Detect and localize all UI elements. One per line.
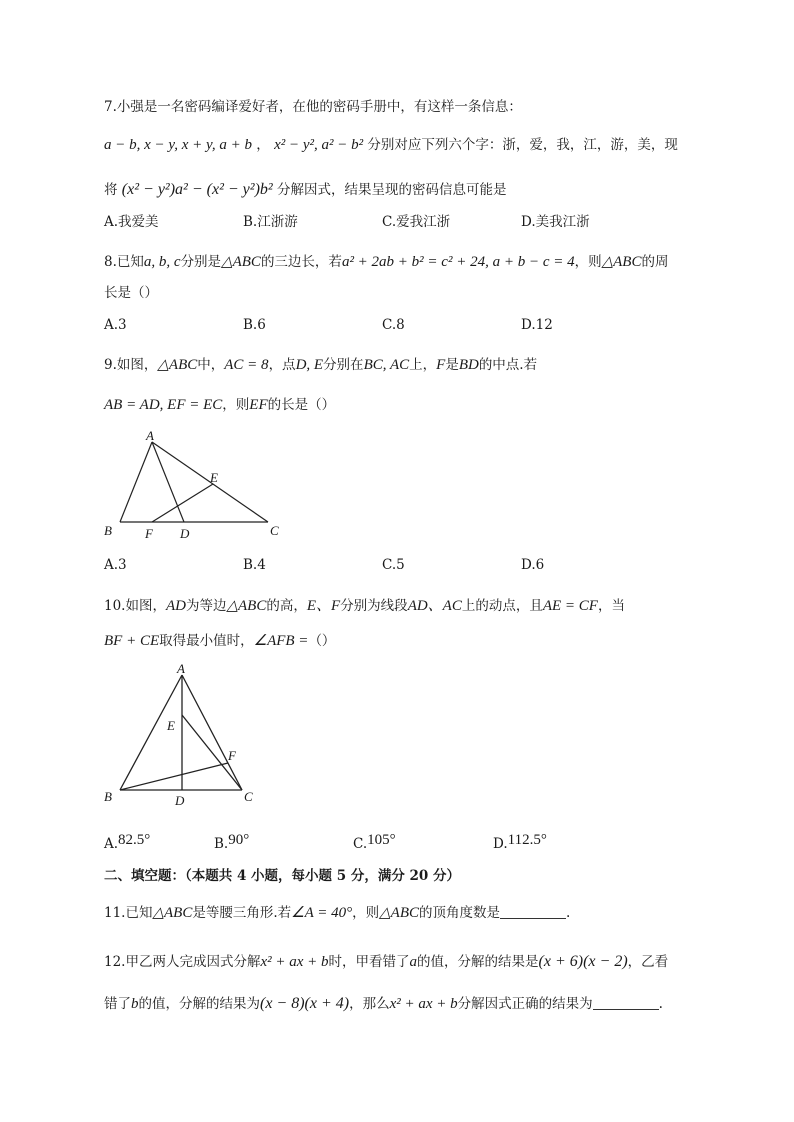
- q10-line2: BF + CE取得最小值时，∠AFB =（）: [104, 633, 336, 649]
- q9-label-c: C: [270, 523, 279, 538]
- q8-option-b: B.6: [243, 317, 266, 333]
- q9-triangle-figure: [100, 425, 300, 545]
- q9-label-a: A: [146, 428, 154, 443]
- q9-line1: 9.如图，△ABC中，AC = 8，点D, E分别在BC, AC上，F是BD的中点.若: [104, 357, 538, 373]
- q12-answer-blank[interactable]: [593, 995, 659, 1010]
- q7-expr: (x² − y²)a² − (x² − y²)b²: [121, 181, 273, 198]
- q9-option-c: C.5: [382, 557, 405, 573]
- q10-option-c: C.105°: [353, 832, 396, 852]
- q11-line: 11.已知△ABC是等腰三角形.若∠A = 40°，则△ABC的顶角度数是 .: [104, 905, 571, 921]
- q12-line1: 12.甲乙两人完成因式分解x² + ax + b时，甲看错了a的值，分解的结果是(x + 6)(x − 2)，乙看: [104, 953, 669, 970]
- q9-label-d: D: [180, 526, 190, 541]
- q9-line2: AB = AD, EF = EC，则EF的长是（）: [104, 397, 336, 413]
- section-2-title: 二、填空题：（本题共 4 小题，每小题 5 分，满分 20 分）: [104, 868, 461, 884]
- q7-option-b: B.江浙游: [243, 214, 298, 230]
- q8-condition: a² + 2ab + b² = c² + 24, a + b − c = 4: [341, 254, 575, 270]
- q9-label-b: B: [104, 523, 112, 538]
- q11-answer-blank[interactable]: [500, 904, 566, 919]
- q9-segment-ef: [152, 484, 213, 522]
- q9-label-e: E: [210, 470, 218, 485]
- q8-line2: 长是（）: [104, 285, 158, 301]
- q10-line1: 10.如图，AD为等边△ABC的高，E、F分别为线段AD、AC上的动点，且AE = CF，当: [104, 598, 625, 614]
- q10-label-a: A: [177, 661, 185, 676]
- q9-side-ab: [120, 442, 152, 522]
- q9-label-f: F: [145, 526, 153, 541]
- q9-option-a: A.3: [104, 557, 127, 573]
- q7-line2: a − b, x − y, x + y, a + b ， x² − y², a² − b² 分别对应下列六个字：浙，爱，我，江，游，美，现: [104, 137, 678, 153]
- q7-option-a: A.我爱美: [104, 214, 159, 230]
- q10-triangle-figure: [100, 660, 270, 810]
- q10-label-e: E: [167, 718, 175, 733]
- q9-segment-ad: [152, 442, 184, 522]
- q10-option-b: B.90°: [214, 832, 250, 852]
- q10-option-d: D.112.5°: [493, 832, 547, 852]
- q8-option-a: A.3: [104, 317, 127, 333]
- q7-list-a: a − b, x − y, x + y, a + b: [104, 137, 252, 153]
- q10-segment-bf: [120, 763, 228, 790]
- q10-label-f: F: [228, 748, 236, 763]
- q8-line1: 8.已知a, b, c分别是△ABC的三边长，若a² + 2ab + b² = c² + 24, a + b − c = 4，则△ABC的周: [104, 254, 669, 270]
- q12-line2: 错了b的值，分解的结果为(x − 8)(x + 4)，那么x² + ax + b分解因式正确的结果为 .: [104, 995, 663, 1012]
- q7-option-d: D.美我江浙: [521, 214, 590, 230]
- q10-label-c: C: [244, 789, 253, 804]
- q10-option-a: A.82.5°: [104, 832, 151, 852]
- q9-option-b: B.4: [243, 557, 266, 573]
- q7-list-b: x² − y², a² − b²: [274, 137, 364, 153]
- q10-label-b: B: [104, 789, 112, 804]
- q8-option-c: C.8: [382, 317, 405, 333]
- q7-line3: 将 (x² − y²)a² − (x² − y²)b² 分解因式，结果呈现的密码信息可能是: [104, 181, 507, 198]
- q7-option-c: C.爱我江浙: [382, 214, 451, 230]
- q10-label-d: D: [175, 793, 185, 808]
- q9-option-d: D.6: [521, 557, 545, 573]
- q7-intro: 7.小强是一名密码编译爱好者，在他的密码手册中，有这样一条信息：: [104, 99, 522, 115]
- q8-option-d: D.12: [521, 317, 553, 333]
